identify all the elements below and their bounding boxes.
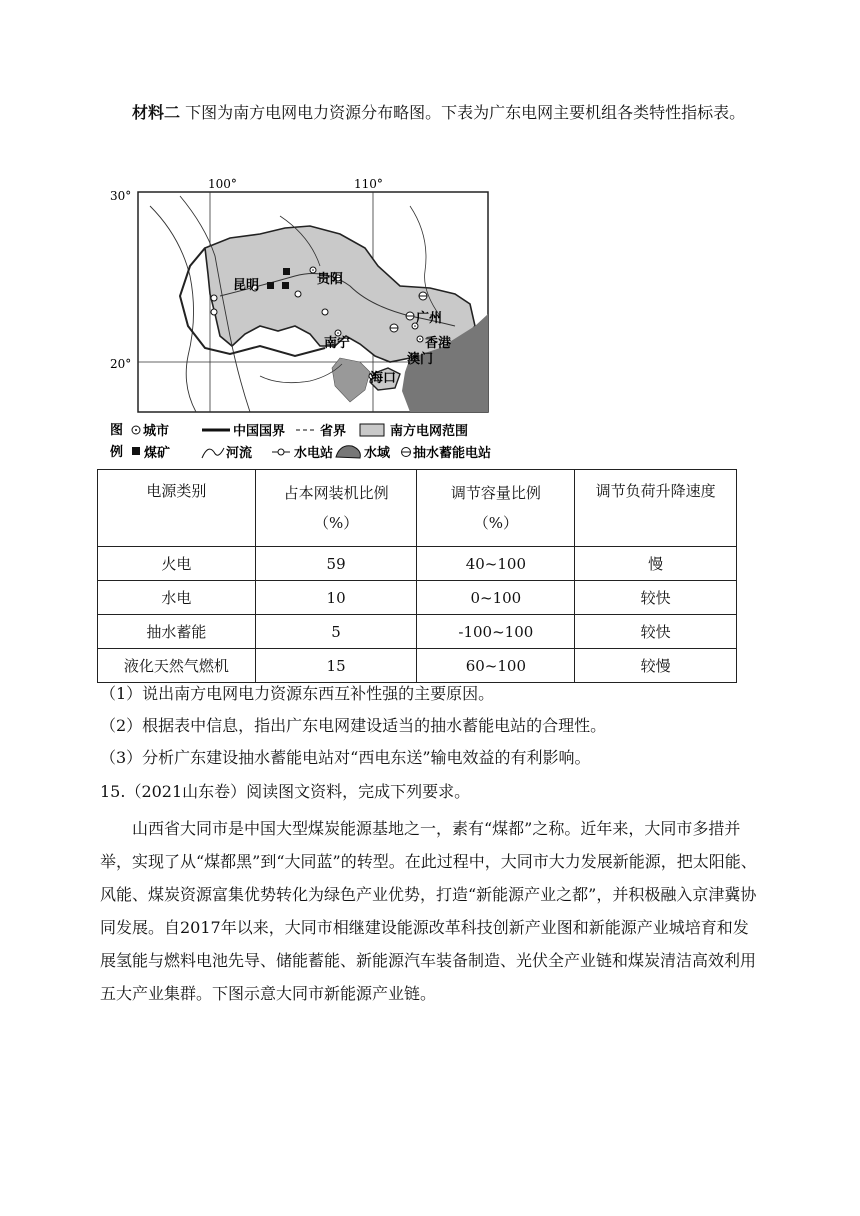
- question-1: （1）说出南方电网电力资源东西互补性强的主要原因。: [100, 684, 495, 703]
- label-kunming: 昆明: [233, 278, 260, 293]
- table-cell: 15: [255, 649, 417, 683]
- power-source-table: [97, 469, 737, 683]
- hydro-station-4: [295, 291, 301, 297]
- hydro-station-2: [211, 309, 217, 315]
- lat-label-30: 30°: [110, 189, 132, 203]
- legend-water: 水域: [364, 446, 391, 461]
- material2-paragraph: [100, 96, 760, 129]
- legend-water-icon: [336, 446, 360, 458]
- legend-title-bottom: 例: [110, 445, 124, 460]
- table-cell: 慢: [575, 547, 737, 581]
- legend-hydro: 水电站: [294, 446, 334, 461]
- table-cell: 较快: [575, 615, 737, 649]
- legend-river: 河流: [226, 446, 253, 461]
- legend-title-top: 图: [110, 423, 124, 438]
- label-macau: 澳门: [407, 352, 434, 367]
- label-guangzhou: 广州: [416, 311, 443, 326]
- label-guiyang: 贵阳: [317, 272, 344, 287]
- label-hongkong: 香港: [425, 336, 452, 351]
- problem-15-paragraph: 山西省大同市是中国大型煤炭能源基地之一，素有“煤都”之称。近年来，大同市多措并举，实现了从“煤都黑”到“大同蓝”的转型。在此过程中，大同市大力发展新能源，把太阳能、风能、煤炭资源富集优势转化为绿色产业优势，打造“新能源产业之都”，并积极融入京津冀协同发展。自2017年以来，大同市相继建设能源改革科技创新产业图和新能源产业城培育和发展氢能与燃料电池先导、储能蓄能、新能源汽车装备制造、光伏全产业链和煤炭清洁高效利用五大产业集群。下图示意大同市新能源产业链。: [100, 819, 757, 1003]
- coal-mine-2: [267, 282, 274, 289]
- table-cell: 液化天然气燃机: [98, 649, 256, 683]
- legend-national-border: 中国国界: [233, 424, 286, 439]
- table-header: 调节负荷升降速度: [575, 470, 737, 547]
- legend-region-icon: [360, 424, 384, 436]
- legend-coal: 煤矿: [144, 446, 171, 461]
- lon-label-100: 100°: [208, 177, 237, 191]
- table-header: 调节容量比例 （%）: [417, 470, 575, 547]
- question-2: （2）根据表中信息，指出广东电网建设适当的抽水蓄能电站的合理性。: [100, 716, 607, 735]
- table-cell: 火电: [98, 547, 256, 581]
- legend-river-icon: [202, 448, 224, 458]
- legend-province-border: 省界: [320, 424, 347, 439]
- material2-label: 材料二: [132, 103, 181, 122]
- problem-15-heading: 15.（2021山东卷）阅读图文资料，完成下列要求。: [100, 782, 471, 801]
- table-cell: 较快: [575, 581, 737, 615]
- table-header: 电源类别: [98, 470, 256, 547]
- coal-mine-1: [283, 268, 290, 275]
- legend-coal-icon: [132, 447, 140, 455]
- label-nanning: 南宁: [324, 336, 351, 351]
- table-row: [98, 547, 737, 581]
- table-cell: 5: [255, 615, 417, 649]
- table-cell: -100~100: [417, 615, 575, 649]
- lon-label-110: 110°: [354, 177, 383, 191]
- legend-grid-region: 南方电网范围: [390, 424, 469, 439]
- table-cell: 10: [255, 581, 417, 615]
- southern-grid-map: [110, 176, 510, 466]
- question-3: （3）分析广东建设抽水蓄能电站对“西电东送”输电效益的有利影响。: [100, 748, 591, 767]
- table-cell: 60~100: [417, 649, 575, 683]
- table-cell: 59: [255, 547, 417, 581]
- map-svg: [110, 176, 510, 466]
- hydro-station-5: [322, 309, 328, 315]
- table-row: [98, 615, 737, 649]
- table-cell: 40~100: [417, 547, 575, 581]
- material2-text: 下图为南方电网电力资源分布略图。下表为广东电网主要机组各类特性指标表。: [180, 103, 746, 122]
- table-header-row: [98, 470, 737, 547]
- hydro-station-1: [211, 295, 217, 301]
- table-row: [98, 581, 737, 615]
- table-cell: 抽水蓄能: [98, 615, 256, 649]
- legend-city: 城市: [143, 424, 170, 439]
- table-row: [98, 649, 737, 683]
- table-cell: 水电: [98, 581, 256, 615]
- table-cell: 较慢: [575, 649, 737, 683]
- coal-mine-3: [282, 282, 289, 289]
- lat-label-20: 20°: [110, 357, 132, 371]
- table-header: 占本网装机比例 （%）: [255, 470, 417, 547]
- legend-pumped-storage: 抽水蓄能电站: [413, 446, 492, 461]
- label-haikou: 海口: [370, 371, 397, 386]
- table-cell: 0~100: [417, 581, 575, 615]
